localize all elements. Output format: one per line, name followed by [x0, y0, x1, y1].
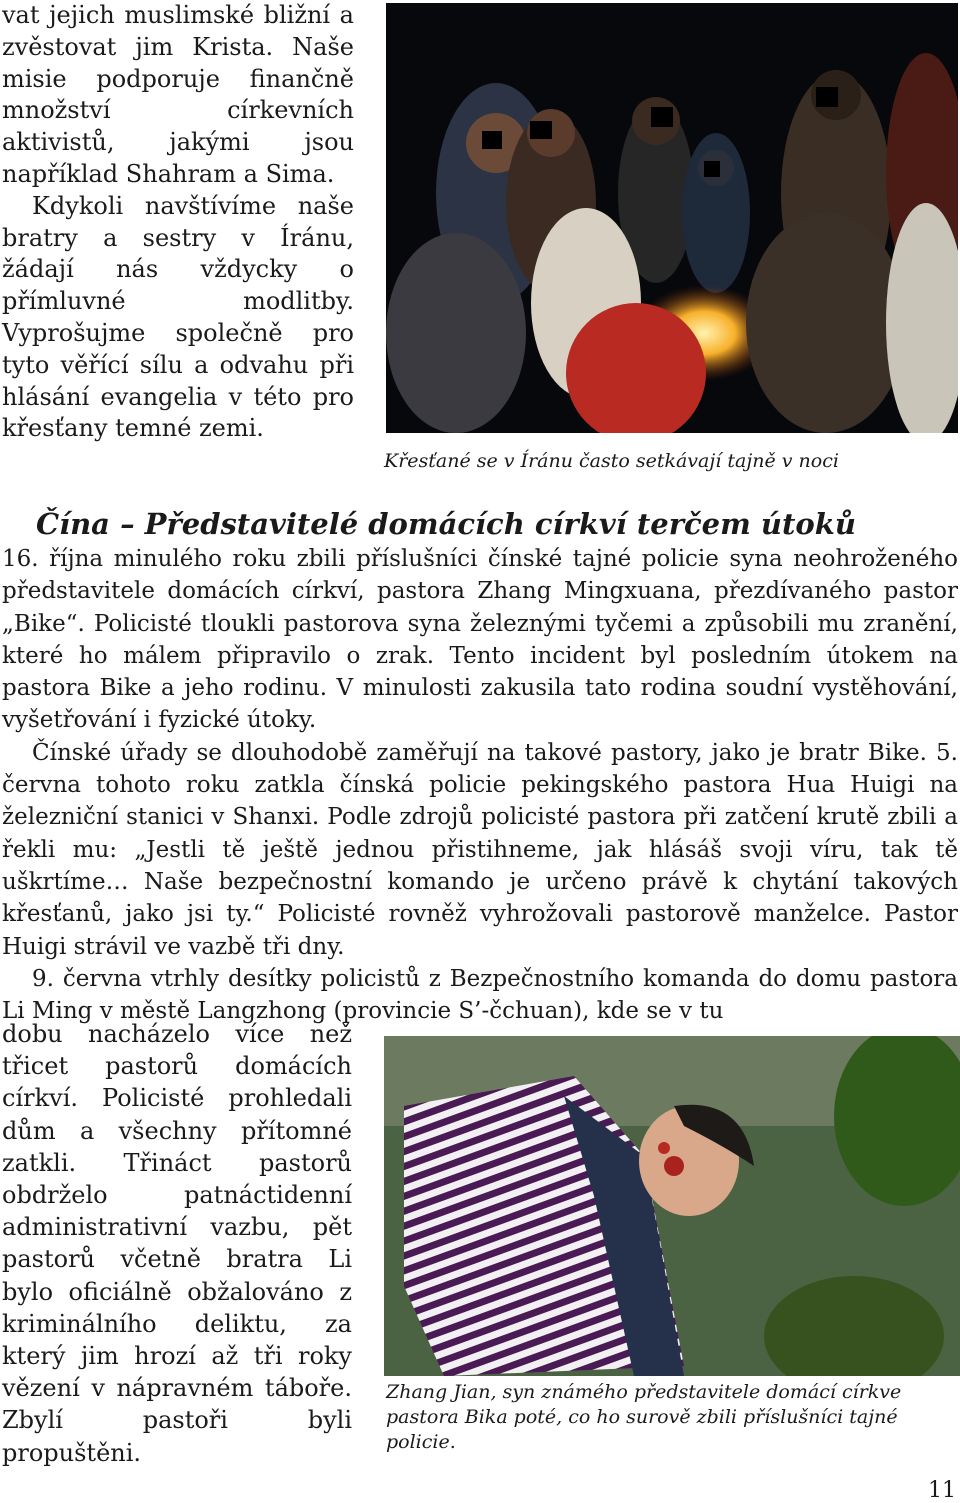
photo-night-gathering-illustration	[386, 3, 958, 433]
photo-injured-man	[384, 1036, 960, 1376]
left-paragraph-1: vat jejich muslimské bližní a zvěstovat jim Krista. Naše misie podporuje finančně množství církevních aktivistů, jakými jsou například Shahram a Sima.	[2, 1, 354, 188]
section-paragraph-2: Čínské úřady se dlouhodobě zaměřují na takové pastory, jako je bratr Bike. 5. června tohoto roku zatkla čínská policie pekingského pastora Hua Huigi na železniční stanici v Shanxi. Podle zdrojů policisté pastora při zatčení krutě zbili a řekli mu: „Jestli tě ještě jednou přistihneme, jak hlásáš svoji víru, tak tě uškrtíme… Naše bezpečnostní komando je určeno právě k chytání takových křesťanů, jako jsi ty.“ Policisté rovněž vyhrožovali pastorově manželce. Pastor Huigi strávil ve vazbě tři dny.	[2, 739, 958, 960]
section-paragraph-1: 16. října minulého roku zbili příslušníci čínské tajné policie syna neohroženého představitele domácích církví, pastora Zhang Mingxuana, přezdívaného pastor „Bike“. Policisté tloukli pastorova syna železnými tyčemi a způsobili mu zranění, které ho málem připravilo o zrak. Tento incident byl posledním útokem na pastora Bike a jeho rodinu. V minulosti zakusila tato rodina soudní vystěhování, vyšetřování i fyzické útoky.	[2, 546, 958, 734]
page-number: 11	[928, 1478, 956, 1503]
section-body-text	[2, 543, 958, 1027]
photo-caption-2: Zhang Jian, syn známého představitele domácí církve pastora Bika poté, co ho surově zbili příslušníci tajné policie.	[386, 1381, 902, 1453]
section-paragraph-3-cont: dobu nacházelo více než třicet pastorů domácích církví. Policisté prohledali dům a všechny přítomné zatkli. Třináct pastorů obdrželo patnáctidenní administrativní vazbu, pět pastorů včetně bratra Li bylo oficiálně obžalováno z kriminálního deliktu, za který jim hrozí až tři roky vězení v nápravném táboře. Zbylí pastoři byli propuštěni.	[2, 1020, 352, 1467]
photo-injured-man-illustration	[384, 1036, 960, 1376]
left-paragraph-2: Kdykoli navštívíme naše bratry a sestry v Íránu, žádají nás vždycky o přímluvné modlitby. Vyprošujme společně pro tyto věřící sílu a odvahu při hlásání evangelia v této pro křesťany temné zemi.	[2, 191, 354, 443]
photo-night-gathering	[386, 3, 958, 433]
section-heading: Čína – Představitelé domácích církví terčem útoků	[36, 507, 856, 541]
left-column-text	[2, 0, 354, 445]
photo-caption-1: Křesťané se v Íránu často setkávají tajně v noci	[384, 450, 839, 472]
section-paragraph-3-continuation	[2, 1018, 352, 1469]
section-paragraph-3: 9. června vtrhly desítky policistů z Bezpečnostního komanda do domu pastora Li Ming v městě Langzhong (provincie S’-čchuan), kde se v tu	[2, 965, 958, 1025]
